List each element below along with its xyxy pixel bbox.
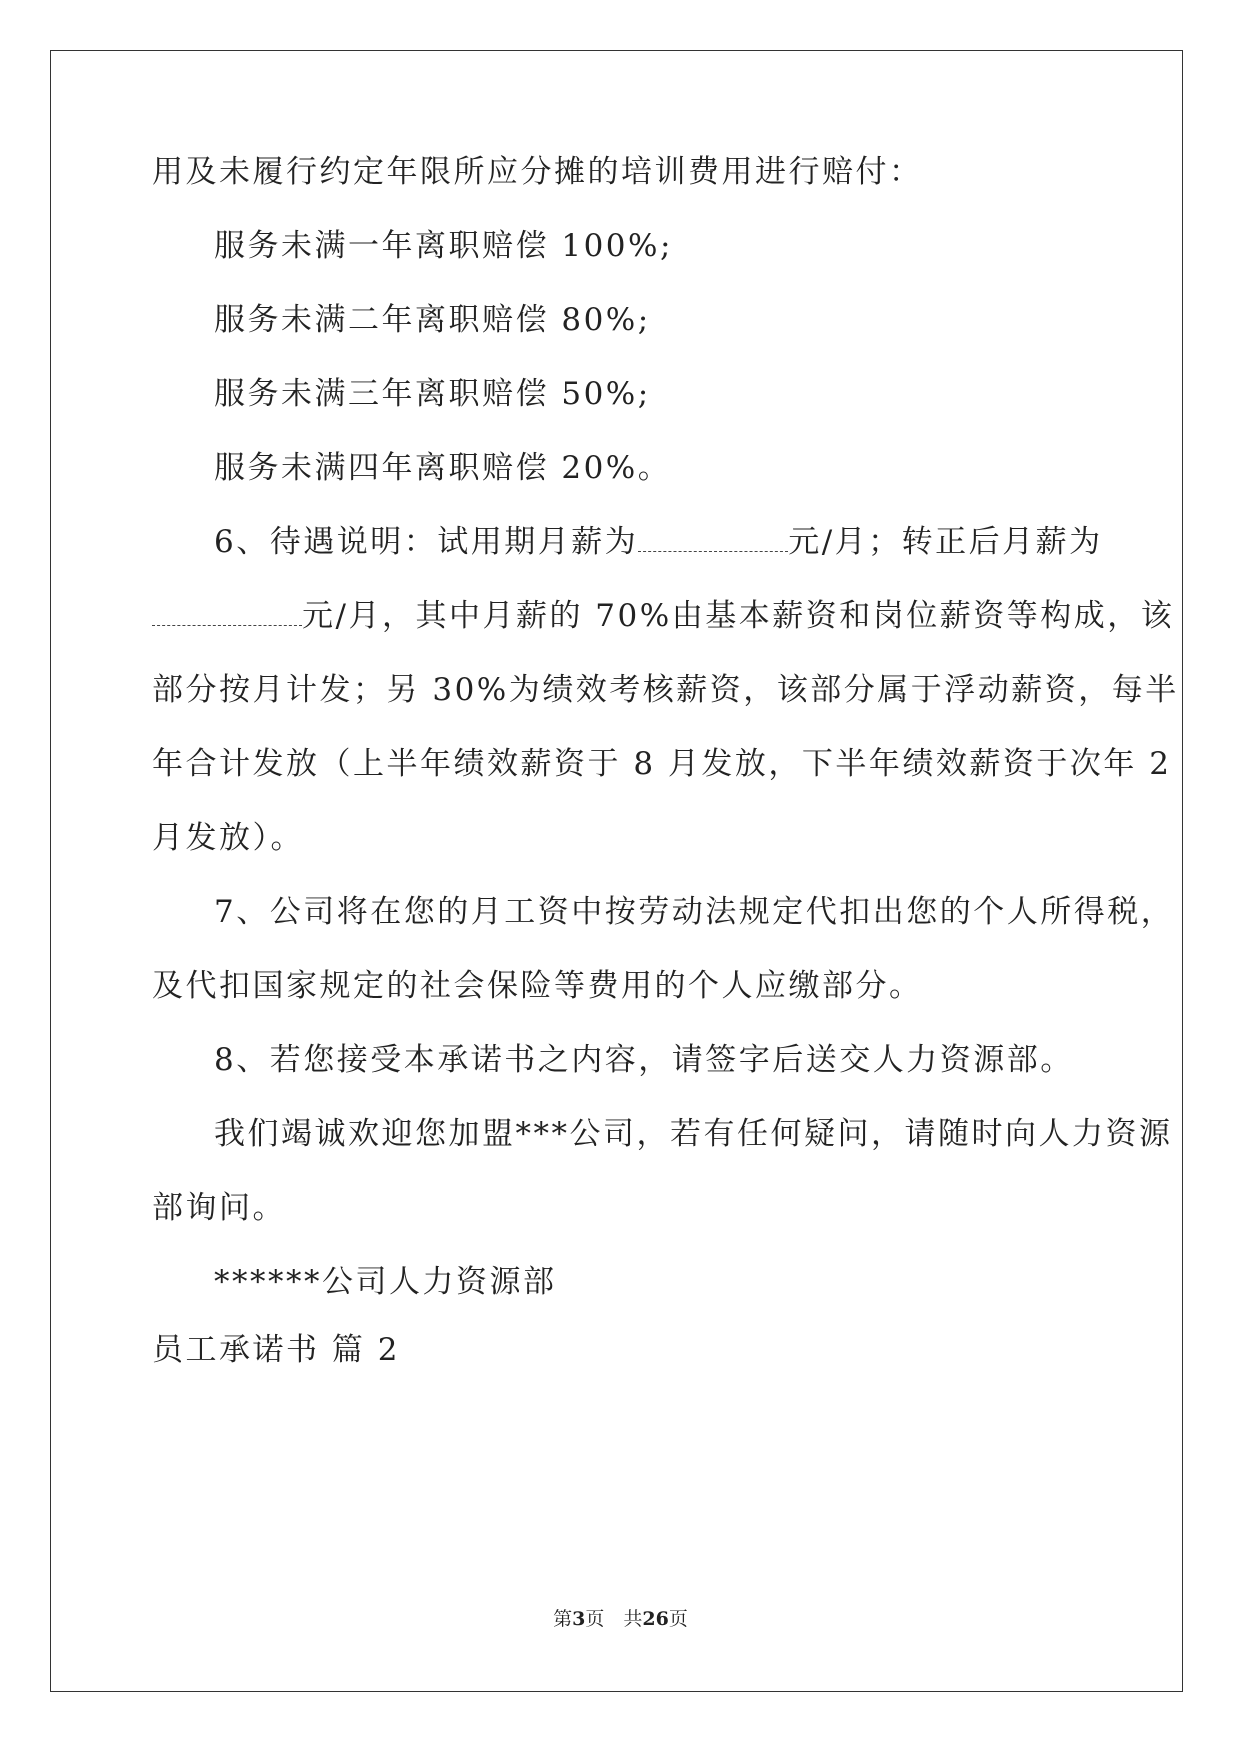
- footer-page-number: 3: [572, 1608, 586, 1630]
- item-6-line-4: 年合计发放（上半年绩效薪资于 8 月发放，下半年绩效薪资于次年 2: [152, 746, 1172, 782]
- text-line: 用及未履行约定年限所应分摊的培训费用进行赔付：: [152, 154, 923, 190]
- compensation-line-4yr: 服务未满四年离职赔偿 20%。: [214, 450, 672, 486]
- footer-mid: 页 共: [585, 1608, 643, 1630]
- item-6-line-2: [152, 596, 1174, 636]
- footer-prefix: 第: [553, 1608, 573, 1630]
- welcome-line-1: 我们竭诚欢迎您加盟***公司，若有任何疑问，请随时向人力资源: [214, 1116, 1173, 1152]
- item-6-text-a: 6、待遇说明：试用期月薪为: [214, 524, 639, 560]
- item-6-text-b: 元/月；转正后月薪为: [788, 524, 1103, 560]
- item-6-text-c: 元/月，其中月薪的 70%由基本薪资和岗位薪资等构成，该: [302, 598, 1175, 634]
- item-6-line-3: 部分按月计发；另 30%为绩效考核薪资，该部分属于浮动薪资，每半: [152, 672, 1179, 708]
- item-6-line-5: 月发放）。: [152, 820, 304, 856]
- item-7-line-1: 7、公司将在您的月工资中按劳动法规定代扣出您的个人所得税，: [214, 894, 1175, 930]
- item-7-line-2: 及代扣国家规定的社会保险等费用的个人应缴部分。: [152, 968, 923, 1004]
- page-border: [50, 50, 1183, 1692]
- probation-salary-blank: [638, 523, 788, 552]
- regular-salary-blank: [152, 597, 302, 626]
- item-8-line: 8、若您接受本承诺书之内容，请签字后送交人力资源部。: [214, 1042, 1074, 1078]
- compensation-line-3yr: 服务未满三年离职赔偿 50%;: [214, 376, 651, 412]
- compensation-line-2yr: 服务未满二年离职赔偿 80%;: [214, 302, 651, 338]
- welcome-line-2: 部询问。: [152, 1190, 286, 1226]
- footer-total-pages: 26: [642, 1608, 669, 1630]
- page-footer: [0, 1604, 1241, 1631]
- item-6-line-1: [214, 522, 1103, 562]
- footer-suffix: 页: [668, 1608, 688, 1630]
- signature-line: ******公司人力资源部: [214, 1264, 557, 1300]
- compensation-line-1yr: 服务未满一年离职赔偿 100%;: [214, 228, 673, 264]
- section-title: 员工承诺书 篇 2: [152, 1332, 400, 1368]
